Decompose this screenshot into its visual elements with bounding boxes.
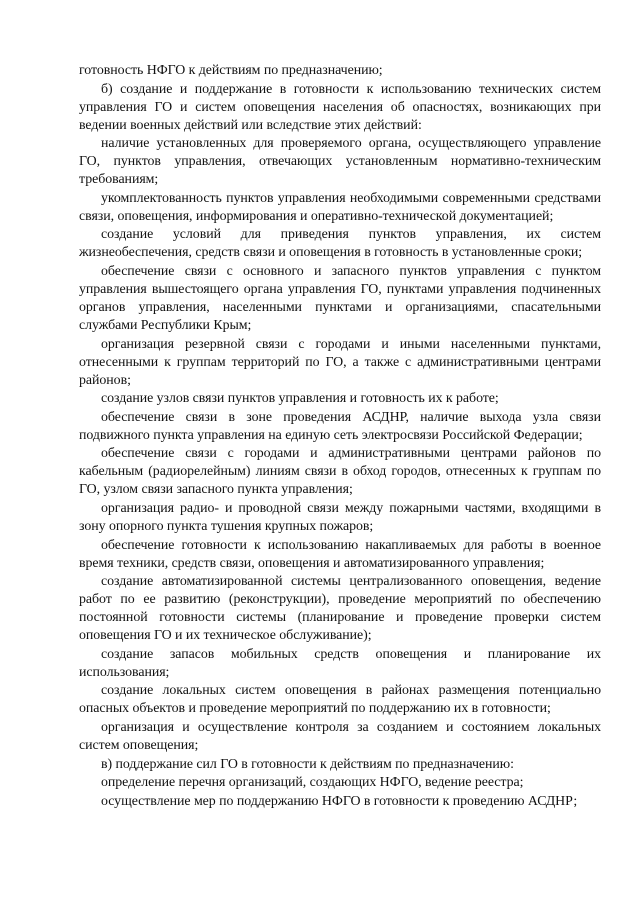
paragraph-9: обеспечение связи с городами и административными центрами районов по кабельным (радиорелейным) линиям связи в обход городов, отнесенных к группам по ГО, узлом связи запасного пункта управления; [79,446,601,498]
paragraph-18: осуществление мер по поддержанию НФГО в готовности к проведению АСДНР; [101,793,578,809]
paragraph-1: б) создание и поддержание в готовности к использованию технических систем управления ГО и систем оповещения населения об опасностях, возникающих при ведении военных действий или вследствие этих действий: [79,81,601,133]
paragraph-10: организация радио- и проводной связи между пожарными частями, входящими в зону опорного пункта тушения крупных пожаров; [79,500,601,534]
paragraph-16: в) поддержание сил ГО в готовности к действиям по предназначению: [101,756,514,772]
paragraph-11: обеспечение готовности к использованию накапливаемых для работы в военное время техники, средств связи, оповещения и автоматизированного управления; [79,537,601,571]
paragraph-3: укомплектованность пунктов управления необходимыми современными средствами связи, оповещения, информирования и оперативно-технической документацией; [79,190,601,224]
paragraph-12: создание автоматизированной системы централизованного оповещения, ведение работ по ее развитию (реконструкции), проведение мероприятий по обеспечению постоянной готовности системы (планирование и проведение проверки систем оповещения ГО и их техническое обслуживание); [79,574,601,644]
paragraph-2: наличие установленных для проверяемого органа, осуществляющего управление ГО, пунктов управления, отвечающих установленным нормативно-техническим требованиям; [79,136,601,188]
paragraph-8: обеспечение связи в зоне проведения АСДНР, наличие выхода узла связи подвижного пункта управления на единую сеть электросвязи Российской Федерации; [79,409,601,443]
document-body [79,62,601,811]
paragraph-17: определение перечня организаций, создающих НФГО, ведение реестра; [101,775,524,791]
paragraph-4: создание условий для приведения пунктов управления, их систем жизнеобеспечения, средств связи и оповещения в готовность в установленные сроки; [79,227,601,261]
paragraph-14: создание локальных систем оповещения в районах размещения потенциально опасных объектов и проведение мероприятий по поддержанию их в готовности; [79,683,601,717]
paragraph-5: обеспечение связи с основного и запасного пунктов управления с пунктом управления вышестоящего органа управления ГО, пунктами управления подчиненных органов управления, населенными пунктами и организациями, спасательными службами Республики Крым; [79,263,601,333]
paragraph-7: создание узлов связи пунктов управления и готовность их к работе; [101,391,499,407]
paragraph-6: организация резервной связи с городами и иными населенными пунктами, отнесенными к группам территорий по ГО, а также с административными центрами районов; [79,336,601,388]
paragraph-0: готовность НФГО к действиям по предназначению; [79,63,383,78]
paragraph-15: организация и осуществление контроля за созданием и состоянием локальных систем оповещения; [79,719,601,753]
paragraph-13: создание запасов мобильных средств оповещения и планирование их использования; [79,646,601,680]
